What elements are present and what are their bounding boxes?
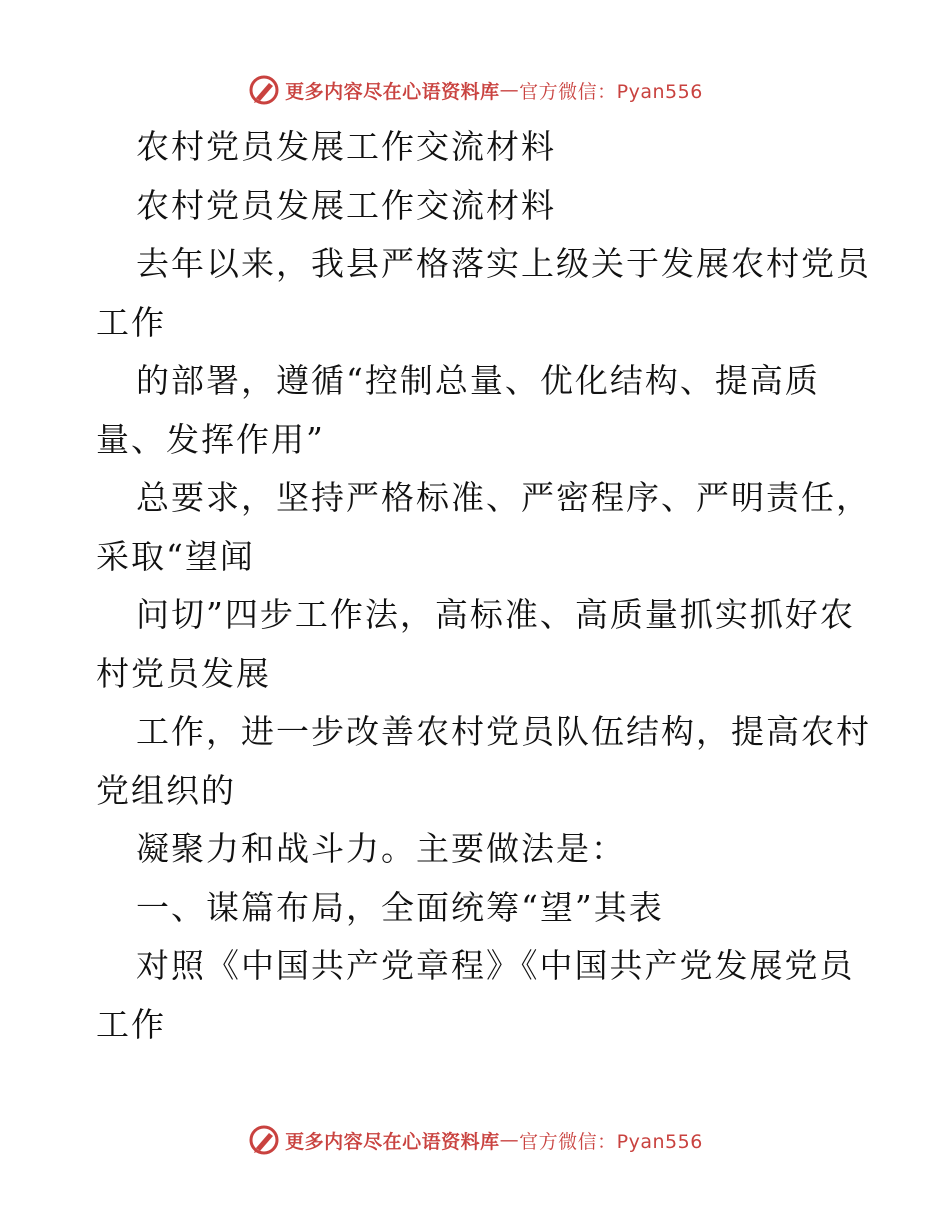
pen-circle-logo-icon [247, 1123, 281, 1157]
watermark-main-text: 更多内容尽在心语资料库 [285, 80, 500, 103]
text-line: 对照《中国共产党章程》《中国共产党发展党员 [136, 946, 855, 985]
text-line: 工作 [96, 302, 166, 342]
text-line: 党组织的 [96, 770, 236, 810]
text-line: 农村党员发展工作交流材料 [136, 127, 556, 166]
header-watermark [0, 70, 950, 110]
text-line: 总要求，坚持严格标准、严密程序、严明责任， [136, 478, 871, 517]
text-line: 的部署，遵循“控制总量、优化结构、提高质 [136, 361, 820, 400]
text-line: 凝聚力和战斗力。主要做法是： [136, 829, 626, 868]
text-line: 量、发挥作用” [96, 419, 325, 459]
text-line: 村党员发展 [96, 653, 271, 693]
text-line: 农村党员发展工作交流材料 [136, 185, 556, 225]
watermark-dash: — [499, 1129, 520, 1151]
footer-watermark [0, 1120, 950, 1160]
watermark-dash: — [499, 79, 520, 101]
text-line: 采取“望闻 [96, 536, 255, 576]
pen-circle-logo-icon [247, 73, 281, 107]
text-line: 去年以来，我县严格落实上级关于发展农村党员 [136, 244, 871, 283]
text-line: 工作，进一步改善农村党员队伍结构，提高农村 [136, 712, 871, 751]
watermark-main-text: 更多内容尽在心语资料库 [285, 1130, 500, 1153]
watermark-sub-text: 官方微信：Pyan556 [519, 80, 703, 103]
text-line: 工作 [96, 1004, 166, 1044]
text-line: 问切”四步工作法，高标准、高质量抓实抓好农 [136, 595, 855, 634]
watermark-sub-text: 官方微信：Pyan556 [519, 1130, 703, 1153]
section-heading: 一、谋篇布局，全面统筹“望”其表 [136, 887, 664, 927]
document-body [96, 118, 871, 1054]
